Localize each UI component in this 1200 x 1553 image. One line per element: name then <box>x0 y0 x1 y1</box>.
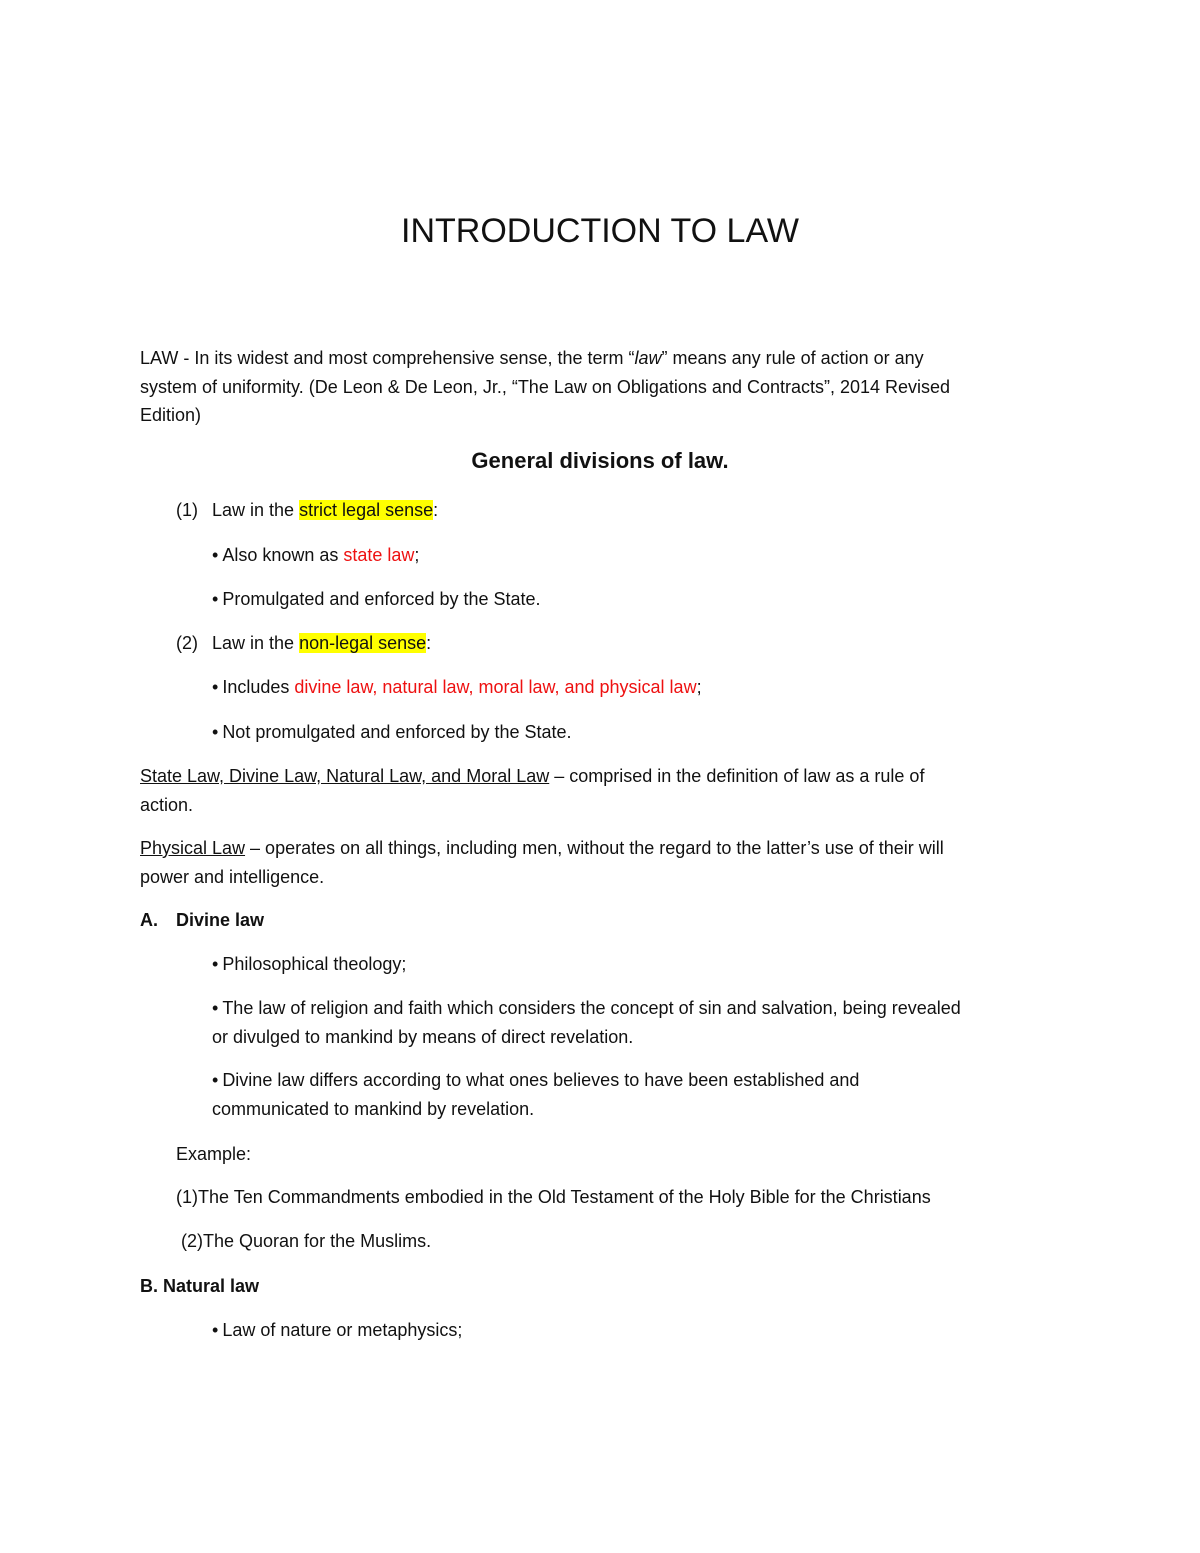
bullet-icon: • <box>212 998 219 1018</box>
intro-line-1: LAW - In its widest and most comprehensive sense, the term “law” means any rule of action or any <box>140 348 924 368</box>
intro-line-3: Edition) <box>140 405 202 425</box>
bullet-icon: • <box>212 954 219 974</box>
red-text-state-law: state law <box>343 545 415 565</box>
bullet-icon: • <box>212 677 219 697</box>
underlined-physical-law: Physical Law <box>140 838 246 858</box>
section-heading: General divisions of law. <box>471 448 729 473</box>
highlight-non-legal-sense: non-legal sense <box>299 633 427 653</box>
division-2-number: (2) <box>176 633 198 653</box>
bullet-icon: • <box>212 1070 219 1090</box>
bullet-icon: • <box>212 1320 219 1340</box>
highlight-strict-legal-sense: strict legal sense <box>299 500 434 520</box>
divine-bullet-3: • Divine law differs according to what ones believes to have been established and communicated to mankind by revelation. <box>212 1070 860 1119</box>
division-1-item: (1) Law in the strict legal sense: <box>176 496 438 525</box>
example-2: (2)The Quoran for the Muslims. <box>181 1231 432 1251</box>
state-law-paragraph: State Law, Divine Law, Natural Law, and Moral Law – comprised in the definition of law as a rule of action. <box>140 766 925 815</box>
intro-term: law <box>634 348 662 368</box>
bullet-icon: • <box>212 722 219 742</box>
physical-law-paragraph: Physical Law – operates on all things, including men, without the regard to the latter’s use of their will power and intelligence. <box>140 838 944 887</box>
natural-law-heading: B. Natural law <box>140 1276 260 1296</box>
divine-bullet-2: • The law of religion and faith which considers the concept of sin and salvation, being revealed or divulged to mankind by means of direct revelation. <box>212 998 961 1047</box>
division-2-item: (2) Law in the non-legal sense: <box>176 629 431 658</box>
bullet-icon: • <box>212 545 219 565</box>
division-2-bullet-1: • Includes divine law, natural law, moral law, and physical law; <box>212 677 702 697</box>
division-2-bullet-2: • Not promulgated and enforced by the State. <box>212 722 572 742</box>
underlined-state-law-list: State Law, Divine Law, Natural Law, and Moral Law <box>140 766 550 786</box>
divine-bullet-1: • Philosophical theology; <box>212 954 407 974</box>
division-1-bullet-1: • Also known as state law; <box>212 545 420 565</box>
red-text-law-types: divine law, natural law, moral law, and physical law <box>294 677 697 697</box>
division-1-number: (1) <box>176 500 198 520</box>
example-1: (1)The Ten Commandments embodied in the Old Testament of the Holy Bible for the Christians <box>176 1187 931 1207</box>
page-title: INTRODUCTION TO LAW <box>401 212 799 250</box>
intro-paragraph <box>140 344 1060 430</box>
bullet-icon: • <box>212 589 219 609</box>
natural-bullet-1: • Law of nature or metaphysics; <box>212 1320 463 1340</box>
divine-law-heading: A. Divine law <box>140 910 265 930</box>
intro-line-2: system of uniformity. (De Leon & De Leon, Jr., “The Law on Obligations and Contracts”, 2014 Revised <box>140 376 951 397</box>
example-label: Example: <box>176 1144 252 1164</box>
division-1-bullet-2: • Promulgated and enforced by the State. <box>212 589 541 609</box>
